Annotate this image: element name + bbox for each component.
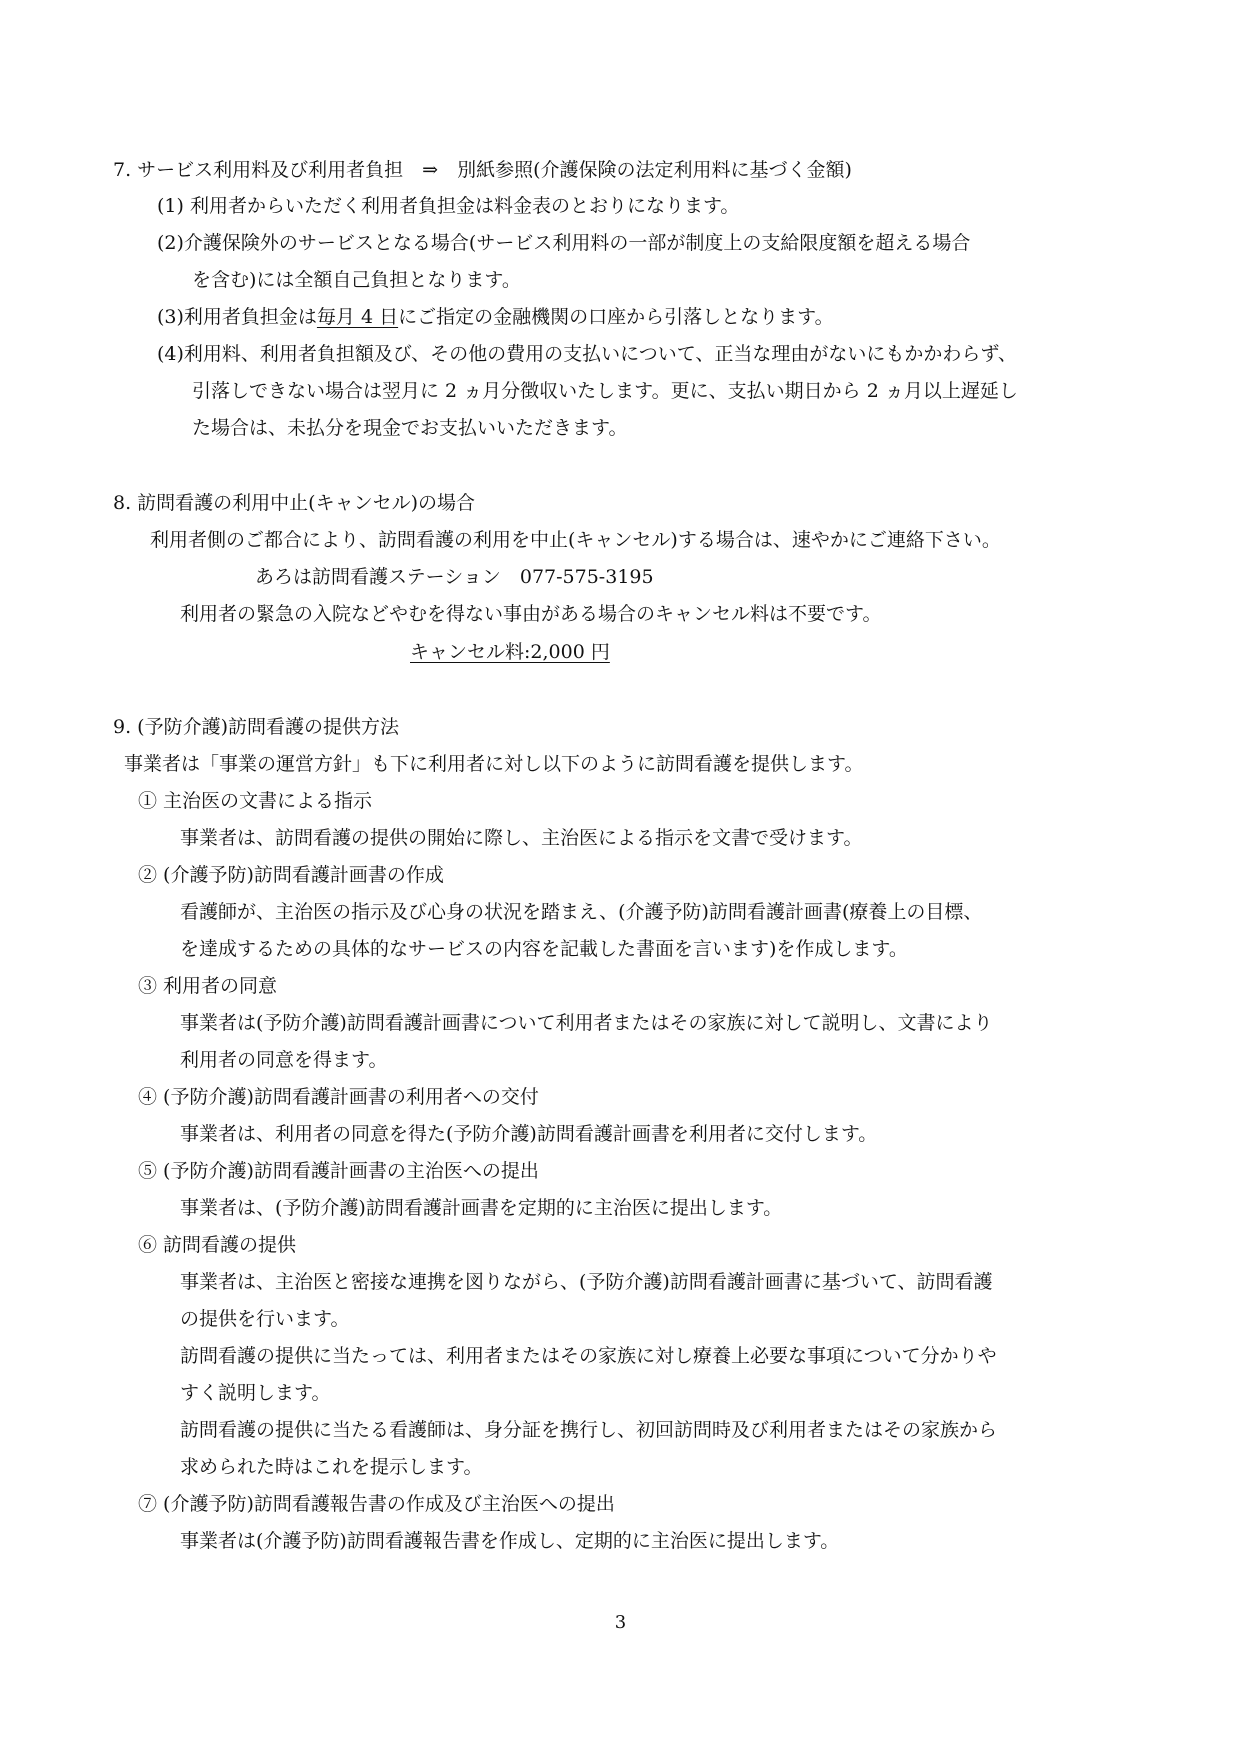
- section-9-heading: 9. (予防介護)訪問看護の提供方法: [113, 716, 399, 738]
- payment-date-underlined: 毎月 4 日: [316, 306, 399, 328]
- contact-info: あろは訪問看護ステーション 077-575-3195: [255, 566, 654, 588]
- section-7-item-4-line-2: 引落しできない場合は翌月に 2 ヵ月分徴収いたします。更に、支払い期日から 2 ヵ月以上遅延し: [192, 380, 1018, 402]
- step-6-text-line-2: の提供を行います。: [180, 1308, 350, 1330]
- step-6-title: ⑥ 訪問看護の提供: [138, 1234, 297, 1256]
- section-7-item-1: (1) 利用者からいただく利用者負担金は料金表のとおりになります。: [157, 195, 740, 217]
- step-4-text: 事業者は、利用者の同意を得た(予防介護)訪問看護計画書を利用者に交付します。: [180, 1123, 878, 1145]
- step-2-text-line-1: 看護師が、主治医の指示及び心身の状況を踏まえ、(介護予防)訪問看護計画書(療養上の目標、: [180, 901, 983, 923]
- step-6-text-line-1: 事業者は、主治医と密接な連携を図りながら、(予防介護)訪問看護計画書に基づいて、訪問看護: [180, 1271, 993, 1293]
- page-number: 3: [614, 1612, 627, 1633]
- section-9-intro: 事業者は「事業の運営方針」も下に利用者に対し以下のように訪問看護を提供します。: [124, 753, 864, 775]
- section-7-item-4-line-1: (4)利用料、利用者負担額及び、その他の費用の支払いについて、正当な理由がないにもかかわらず、: [157, 343, 1017, 365]
- step-2-title: ② (介護予防)訪問看護計画書の作成: [138, 864, 444, 886]
- step-4-title: ④ (予防介護)訪問看護計画書の利用者への交付: [138, 1086, 539, 1108]
- step-1-title: ① 主治医の文書による指示: [138, 790, 373, 812]
- step-5-title: ⑤ (予防介護)訪問看護計画書の主治医への提出: [138, 1160, 539, 1182]
- step-7-text: 事業者は(介護予防)訪問看護報告書を作成し、定期的に主治医に提出します。: [180, 1530, 840, 1552]
- step-7-title: ⑦ (介護予防)訪問看護報告書の作成及び主治医への提出: [138, 1493, 615, 1515]
- section-8-heading: 8. 訪問看護の利用中止(キャンセル)の場合: [113, 492, 475, 514]
- section-8-line-2: 利用者の緊急の入院などやむを得ない事由がある場合のキャンセル料は不要です。: [180, 603, 882, 625]
- section-7-item-2-line-2: を含む)には全額自己負担となります。: [192, 269, 521, 291]
- item-3-prefix: (3)利用者負担金は: [157, 306, 317, 328]
- item-3-suffix: にご指定の金融機関の口座から引落しとなります。: [398, 306, 834, 328]
- step-6-text-line-3: 訪問看護の提供に当たっては、利用者またはその家族に対し療養上必要な事項について分かりや: [180, 1345, 997, 1367]
- section-7-heading: 7. サービス利用料及び利用者負担 ⇒ 別紙参照(介護保険の法定利用料に基づく金額): [113, 159, 852, 181]
- step-6-text-line-4: すく説明します。: [180, 1382, 331, 1404]
- section-7-item-2-line-1: (2)介護保険外のサービスとなる場合(サービス利用料の一部が制度上の支給限度額を超える場合: [157, 232, 971, 254]
- step-6-text-line-6: 求められた時はこれを提示します。: [180, 1456, 483, 1478]
- cancellation-fee: キャンセル料:2,000 円: [410, 641, 610, 663]
- section-7-item-4-line-3: た場合は、未払分を現金でお支払いいただきます。: [192, 417, 628, 439]
- step-3-title: ③ 利用者の同意: [138, 975, 278, 997]
- step-1-text: 事業者は、訪問看護の提供の開始に際し、主治医による指示を文書で受けます。: [180, 827, 863, 849]
- step-3-text-line-1: 事業者は(予防介護)訪問看護計画書について利用者またはその家族に対して説明し、文書により: [180, 1012, 993, 1034]
- step-5-text: 事業者は、(予防介護)訪問看護計画書を定期的に主治医に提出します。: [180, 1197, 783, 1219]
- step-3-text-line-2: 利用者の同意を得ます。: [180, 1049, 388, 1071]
- section-8-line-1: 利用者側のご都合により、訪問看護の利用を中止(キャンセル)する場合は、速やかにご連絡下さい。: [150, 529, 1001, 551]
- step-6-text-line-5: 訪問看護の提供に当たる看護師は、身分証を携行し、初回訪問時及び利用者またはその家族から: [180, 1419, 998, 1441]
- section-7-item-3: [157, 305, 834, 329]
- step-2-text-line-2: を達成するための具体的なサービスの内容を記載した書面を言います)を作成します。: [180, 938, 908, 960]
